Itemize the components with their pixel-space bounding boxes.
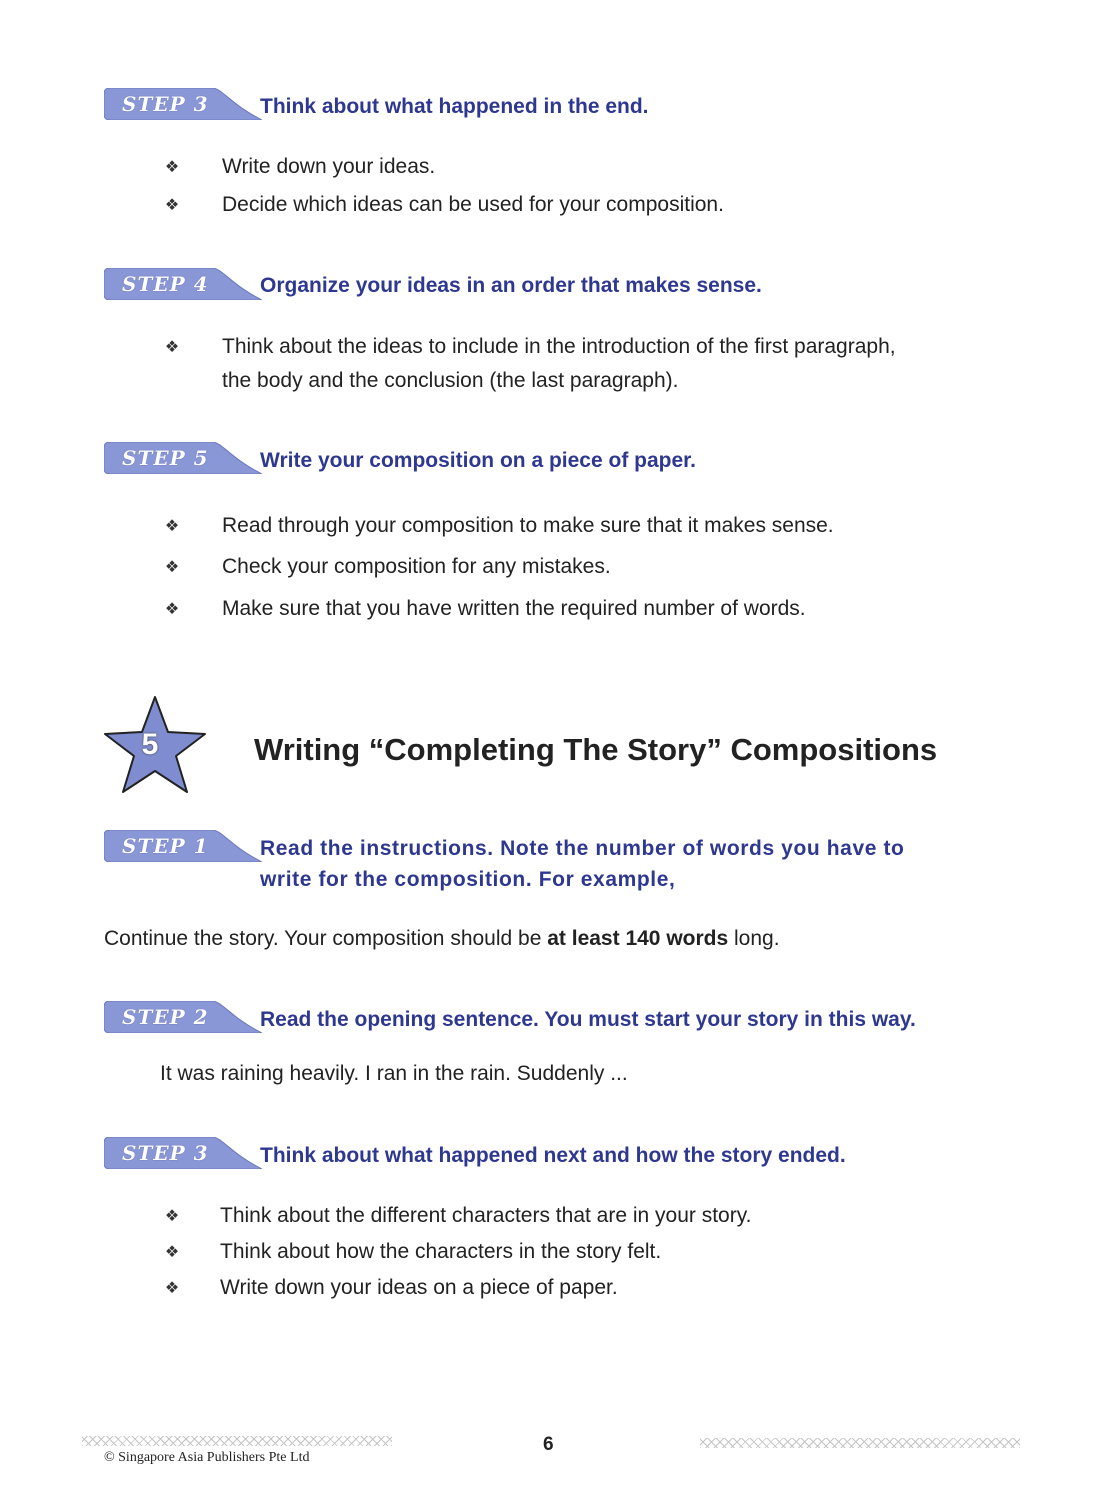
diamond-bullet-icon: ❖	[164, 1206, 180, 1225]
step-title-continuation: write for the composition. For example,	[260, 868, 676, 891]
step-title: Write your composition on a piece of paper.	[260, 449, 697, 472]
footer-decoration	[700, 1438, 1020, 1448]
step-badge	[104, 1137, 262, 1169]
diamond-bullet-icon: ❖	[164, 157, 180, 176]
step-badge	[104, 1001, 262, 1033]
diamond-bullet-icon: ❖	[164, 599, 180, 618]
diamond-bullet-icon: ❖	[164, 1278, 180, 1297]
step-badge-label: STEP 4	[122, 272, 209, 296]
step-title: Organize your ideas in an order that makes sense.	[260, 274, 762, 297]
step-badge	[104, 88, 262, 120]
step-badge	[104, 442, 262, 474]
page-number: 6	[543, 1434, 554, 1455]
step-title: Read the instructions. Note the number of words you have to	[260, 837, 905, 860]
word-count-emphasis: at least 140 words	[547, 927, 729, 950]
diamond-bullet-icon: ❖	[164, 1242, 180, 1261]
step-badge	[104, 830, 262, 862]
step-badge	[104, 268, 262, 300]
step-title: Think about what happened in the end.	[260, 95, 649, 118]
footer-decoration	[82, 1436, 392, 1446]
step-badge-label: STEP 2	[122, 1005, 209, 1029]
section-star-icon	[100, 692, 210, 802]
copyright: © Singapore Asia Publishers Pte Ltd	[104, 1450, 310, 1465]
step-title: Think about what happened next and how the story ended.	[260, 1144, 846, 1167]
opening-sentence: It was raining heavily. I ran in the rain. Suddenly ...	[160, 1062, 628, 1085]
section-title: Writing “Completing The Story” Compositions	[254, 732, 938, 767]
diamond-bullet-icon: ❖	[164, 337, 180, 356]
step-badge-label: STEP 1	[122, 834, 209, 858]
diamond-bullet-icon: ❖	[164, 516, 180, 535]
step-title: Read the opening sentence. You must start your story in this way.	[260, 1008, 916, 1031]
example-instruction: Continue the story. Your composition should be at least 140 words long.	[104, 927, 780, 950]
section-number: 5	[141, 728, 159, 761]
step-badge-label: STEP 3	[122, 92, 209, 116]
diamond-bullet-icon: ❖	[164, 195, 180, 214]
step-badge-label: STEP 3	[122, 1141, 209, 1165]
step-badge-label: STEP 5	[122, 446, 209, 470]
diamond-bullet-icon: ❖	[164, 557, 180, 576]
